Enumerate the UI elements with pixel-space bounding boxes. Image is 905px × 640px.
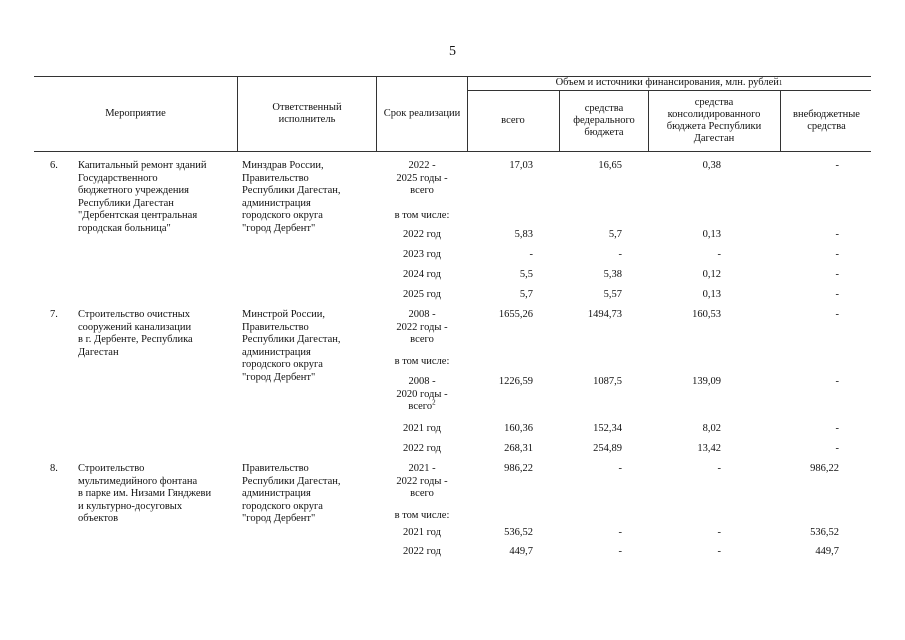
responsible-text: Республики Дагестан, [242, 334, 341, 345]
responsible-text: Минстрой России, [242, 309, 325, 320]
responsible-text: Правительство [242, 321, 309, 333]
cell-total: 536,52 [504, 527, 533, 538]
cell-federal: 1087,5 [593, 376, 622, 387]
cell-total: 1655,26 [498, 309, 533, 320]
cell-total: - [529, 249, 533, 260]
cell-federal: - [618, 463, 622, 474]
cell-federal: 1494,73 [587, 309, 622, 320]
cell-consolidated: 0,13 [702, 289, 721, 300]
cell-extrabudget: - [835, 309, 839, 320]
cell-federal: 5,7 [608, 229, 622, 240]
period-text: всего [410, 334, 434, 345]
event-text: сооружений канализации [78, 321, 192, 333]
cell-extrabudget: 449,7 [815, 546, 839, 557]
cell-federal: - [618, 249, 622, 260]
cell-extrabudget: 536,52 [810, 527, 839, 538]
cell-total: 449,7 [509, 546, 533, 557]
col-divider [237, 76, 238, 151]
header-total: всего [501, 114, 525, 126]
responsible-text: Правительство [242, 463, 309, 474]
col-divider [780, 90, 781, 151]
cell-consolidated: 13,42 [697, 443, 721, 454]
responsible-text: Республики Дагестан, [242, 185, 341, 196]
header-bottom-rule [34, 151, 871, 152]
responsible-text: администрация [242, 346, 311, 358]
event-text: Государственного [78, 172, 158, 184]
row-number: 6. [50, 160, 58, 171]
cell-total: 1226,59 [498, 376, 533, 387]
cell-consolidated: 8,02 [702, 423, 721, 434]
responsible-text: "город Дербент" [242, 513, 316, 524]
cell-federal: - [618, 546, 622, 557]
cell-total: 160,36 [504, 423, 533, 434]
col-divider [376, 76, 377, 151]
cell-consolidated: 0,12 [702, 269, 721, 280]
cell-total: 17,03 [509, 160, 533, 171]
responsible-text: "город Дербент" [242, 222, 316, 234]
cell-consolidated: 139,09 [692, 376, 721, 387]
cell-total: 5,83 [514, 229, 533, 240]
period-text: 2021 - [408, 463, 436, 474]
cell-federal: 254,89 [593, 443, 622, 454]
header-event: Мероприятие [105, 107, 166, 119]
responsible-text: городского округа [242, 210, 323, 221]
period-text: 2020 годы - [396, 388, 448, 400]
period-text: в том числе: [394, 210, 450, 221]
header-period: Срок реализации [383, 107, 461, 119]
period-text: 2021 год [403, 527, 441, 538]
cell-federal: 5,38 [603, 269, 622, 280]
cell-consolidated: - [717, 249, 721, 260]
header-financing: Объем и источники финансирования, млн. рублей 1 [555, 77, 783, 88]
cell-total: 268,31 [504, 443, 533, 454]
cell-extrabudget: - [835, 249, 839, 260]
header-financing-title: Объем и источники финансирования, млн. рублей [555, 77, 779, 88]
row-number: 7. [50, 309, 58, 320]
period-text: 2025 годы - [396, 172, 448, 184]
period-text: 2022 год [403, 229, 441, 240]
responsible-text: администрация [242, 197, 311, 209]
period-text: 2021 год [403, 423, 441, 434]
period-text: 2022 - [408, 160, 436, 171]
cell-consolidated: - [717, 463, 721, 474]
responsible-text: Правительство [242, 172, 309, 184]
event-text: бюджетного учреждения [78, 185, 189, 196]
period-text: 2025 год [403, 289, 441, 300]
event-text: "Дербентская центральная [78, 210, 198, 221]
period-text: всего$^2$ [408, 398, 436, 412]
header-extrabudget: внебюджетные средства [793, 108, 860, 132]
event-text: городская больница" [78, 222, 171, 234]
cell-federal: 16,65 [598, 160, 622, 171]
event-text: Строительство [78, 463, 145, 474]
event-text: мультимедийного фонтана [78, 475, 198, 487]
footnote-mark: 2 [432, 398, 436, 407]
cell-consolidated: - [717, 527, 721, 538]
period-text: 2022 годы - [396, 475, 448, 487]
col-divider [648, 90, 649, 151]
responsible-text: городского округа [242, 359, 323, 370]
row-number: 8. [50, 463, 58, 474]
period-text: всего [410, 488, 434, 499]
page-number: 5 [449, 44, 456, 59]
responsible-text: Минздрав России, [242, 160, 324, 171]
col-divider [559, 90, 560, 151]
period-text: 2022 год [403, 546, 441, 557]
period-text: 2023 год [403, 249, 441, 260]
cell-consolidated: - [717, 546, 721, 557]
event-text: Капитальный ремонт зданий [78, 160, 207, 171]
period-text: 2022 год [403, 443, 441, 454]
cell-total: 5,7 [519, 289, 533, 300]
responsible-text: Республики Дагестан, [242, 475, 341, 487]
header-responsible: Ответственный исполнитель [272, 101, 342, 125]
period-text: в том числе: [394, 510, 450, 521]
event-text: в г. Дербенте, Республика [78, 334, 193, 345]
cell-federal: 152,34 [593, 423, 622, 434]
event-text: в парке им. Низами Гянджеви [78, 488, 212, 499]
event-text: Строительство очистных [78, 309, 191, 320]
responsible-text: администрация [242, 488, 311, 499]
event-text: Республики Дагестан [78, 197, 174, 209]
cell-consolidated: 0,38 [702, 160, 721, 171]
period-text: в том числе: [394, 356, 450, 367]
period-text: всего [410, 185, 434, 196]
header-federal: средства федерального бюджета [573, 102, 635, 138]
cell-extrabudget: - [835, 376, 839, 387]
period-text: 2008 - [408, 376, 436, 387]
cell-extrabudget: - [835, 160, 839, 171]
cell-extrabudget: - [835, 229, 839, 240]
header-consolidated: средства консолидированного бюджета Республики Дагестан [666, 96, 762, 144]
cell-total: 986,22 [504, 463, 533, 474]
cell-extrabudget: - [835, 423, 839, 434]
event-text: и культурно-досуговых [78, 500, 183, 512]
cell-extrabudget: - [835, 289, 839, 300]
cell-total: 5,5 [519, 269, 533, 280]
period-text: 2008 - [408, 309, 436, 320]
period-text: 2022 годы - [396, 321, 448, 333]
responsible-text: "город Дербент" [242, 371, 316, 383]
cell-consolidated: 160,53 [692, 309, 721, 320]
cell-extrabudget: 986,22 [810, 463, 839, 474]
cell-federal: - [618, 527, 622, 538]
cell-extrabudget: - [835, 443, 839, 454]
cell-extrabudget: - [835, 269, 839, 280]
event-text: объектов [78, 513, 119, 524]
period-text: 2024 год [403, 269, 441, 280]
responsible-text: городского округа [242, 500, 323, 512]
cell-federal: 5,57 [603, 289, 622, 300]
cell-consolidated: 0,13 [702, 229, 721, 240]
event-text: Дагестан [78, 346, 119, 358]
